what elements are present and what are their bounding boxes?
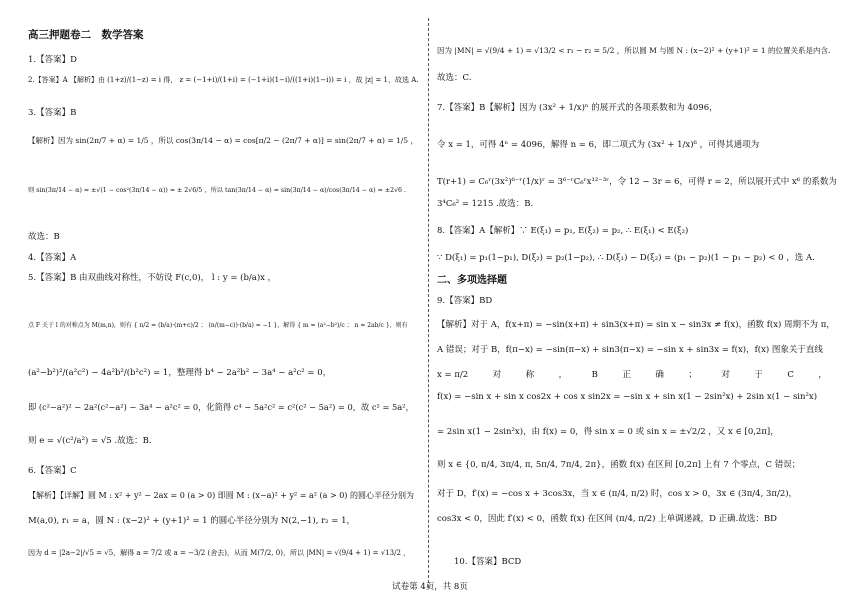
right-text-line: cos3x < 0，因此 f′(x) < 0，函数 f(x) 在区间 (π/4, π/2) 上单调递减，D 正确.故选：BD [437,514,777,524]
justified-word: x = π/2 [437,370,469,380]
left-text-line: 【解析】因为 sin(2π/7 + α) = 1/5 ，所以 cos(3π/14 − α) = cos[π/2 − (2π/7 + α)] = sin(2π/7 + α) = 1/5 ， [28,136,418,145]
justified-word: ， [818,370,827,380]
right-text-line: 因为 |MN| = √(9/4 + 1) = √13/2 < r₁ − r₂ = 5/2 ，所以圆 M 与圆 N : (x−2)² + (y+1)² = 1 的位置关系是内含. [437,46,831,55]
justified-word: 称 [525,370,535,380]
justified-word: 于 [754,370,763,380]
page-footer: 试卷第 4页，共 8页 [392,582,468,592]
right-text-line: 3⁴C₆² = 1215 .故选：B. [437,199,534,209]
left-text-line: 4.【答案】A [28,253,77,263]
justified-word: 对 [492,370,502,380]
right-text-line: 10.【答案】BCD [437,557,522,567]
right-text-line: 【解析】对于 A，f(x+π) = −sin(x+π) + sin3(x+π) = sin x − sin3x ≠ f(x)，函数 f(x) 周期不为 π， [437,320,835,330]
justified-word: B [591,370,598,380]
right-text-line: 令 x = 1，可得 4ⁿ = 4096，解得 n = 6，即二项式为 (3x² + 1/x)⁶ ，可得其通项为 [437,140,760,150]
left-text-line: 2.【答案】A 【解析】由 (1+z)/(1−z) = i 得， z = (−1+i)/(1+i) = (−1+i)(1−i)/((1+i)(1−i)) = i ，故 |z| = 1，故选 A. [28,76,419,84]
column-divider [428,18,429,588]
left-text-line: 故选：B [28,232,60,242]
left-text-line: (a²−b²)²/(a²c²) − 4a²b²/(b²c²) = 1，整理得 b⁴ − 2a²b² − 3a⁴ − a²c² = 0， [28,368,332,378]
justified-word: C [787,370,794,380]
right-text-line: 8.【答案】A【解析】∵ E(ξ₁) = p₁, E(ξ₂) = p₂, ∴ E(ξ₁) < E(ξ₂) [437,226,689,236]
right-text-line: 二、多项选择题 [437,275,507,286]
left-text-line: 即 (c²−a²)² − 2a²(c²−a²) − 3a⁴ − a²c² = 0，化简得 c⁴ − 5a²c² = c²(c² − 5a²) = 0，故 c² = 5a²， [28,402,414,412]
left-text-line: 【解析】【详解】圆 M : x² + y² − 2ax = 0 (a > 0) 即圆 M : (x−a)² + y² = a² (a > 0) 的圆心半径分别为 [28,491,414,500]
left-text-line: 高三押题卷二 数学答案 [28,29,144,41]
right-text-line: 则 x ∈ {0, π/4, 3π/4, π, 5π/4, 7π/4, 2π}，函数 f(x) 在区间 [0,2π] 上有 7 个零点，C 错误； [437,460,801,470]
left-text-line: 因为 d = |2a−2|/√5 = √5，解得 a = 7/2 或 a = −3/2 (舍去)，从而 M(7/2, 0)，所以 |MN| = √(9/4 + 1) = √13/2 ， [28,549,411,557]
left-text-line: 6.【答案】C [28,466,77,476]
right-text-line: T(r+1) = C₆ʳ(3x²)⁶⁻ʳ(1/x)ʳ = 3⁶⁻ʳC₆ʳx¹²⁻³ʳ，令 12 − 3r = 6，可得 r = 2，所以展开式中 x⁶ 的系数为 [437,177,837,187]
justified-text-line [437,370,827,381]
left-text-line: M(a,0), r₁ = a，圆 N : (x−2)² + (y+1)² = 1 的圆心半径分别为 N(2,−1), r₂ = 1， [28,516,356,526]
right-text-line: f(x) = −sin x + sin x cos2x + cos x sin2x = −sin x + sin x(1 − 2sin²x) + 2sin x(1 − sin²x) [437,392,818,402]
justified-word: 对 [721,370,730,380]
left-text-line: 3.【答案】B [28,108,77,118]
left-text-line: 则 e = √(c²/a²) = √5 .故选：B. [28,436,152,446]
right-text-line: 7.【答案】B【解析】因为 (3x² + 1/x)ⁿ 的展开式的各项系数和为 4096， [437,103,718,113]
right-text-line: 9.【答案】BD [437,296,493,306]
right-text-line: 对于 D，f′(x) = −cos x + 3cos3x，当 x ∈ (π/4, π/2) 时，cos x > 0，3x ∈ (3π/4, 3π/2)， [437,489,798,499]
justified-word: 正 [622,370,631,380]
right-text-line: 故选：C. [437,73,472,83]
left-text-line: 1.【答案】D [28,55,77,65]
right-text-line: A 错误；对于 B，f(π−x) = −sin(π−x) + sin3(π−x) = −sin x + sin3x = f(x)，f(x) 图象关于直线 [437,345,823,355]
left-text-line: 则 sin(3π/14 − α) = ±√(1 − cos²(3π/14 − α)) = ± 2√6/5 ，所以 tan(3π/14 − α) = sin(3π/14 − α)/cos(3π/14 − α) = ±2√6 . [28,187,406,194]
right-text-line: = 2sin x(1 − 2sin²x)，由 f(x) = 0，得 sin x = 0 或 sin x = ±√2/2 ，又 x ∈ [0,2π]， [437,427,779,437]
justified-word: 确 [655,370,664,380]
left-text-line: 点 F 关于 l 的对称点为 M(m,n)，则有 { n/2 = (b/a)·(m+c)/2 ； (n/(m−c))·(b/a) = −1 }，解得 { m = (a²−b²)/c ； n = 2ab/c }，则有 [28,322,408,329]
left-text-line: 5.【答案】B 由双曲线对称性，不妨设 F(c,0)， l : y = (b/a)x ， [28,273,277,283]
justified-word: ， [558,370,568,380]
right-text-line: ∵ D(ξ₁) = p₁(1−p₁), D(ξ₂) = p₂(1−p₂), ∴ D(ξ₁) − D(ξ₂) = (p₁ − p₂)(1 − p₁ − p₂) < 0 ，选 A. [437,253,815,263]
justified-word: ； [688,370,697,380]
